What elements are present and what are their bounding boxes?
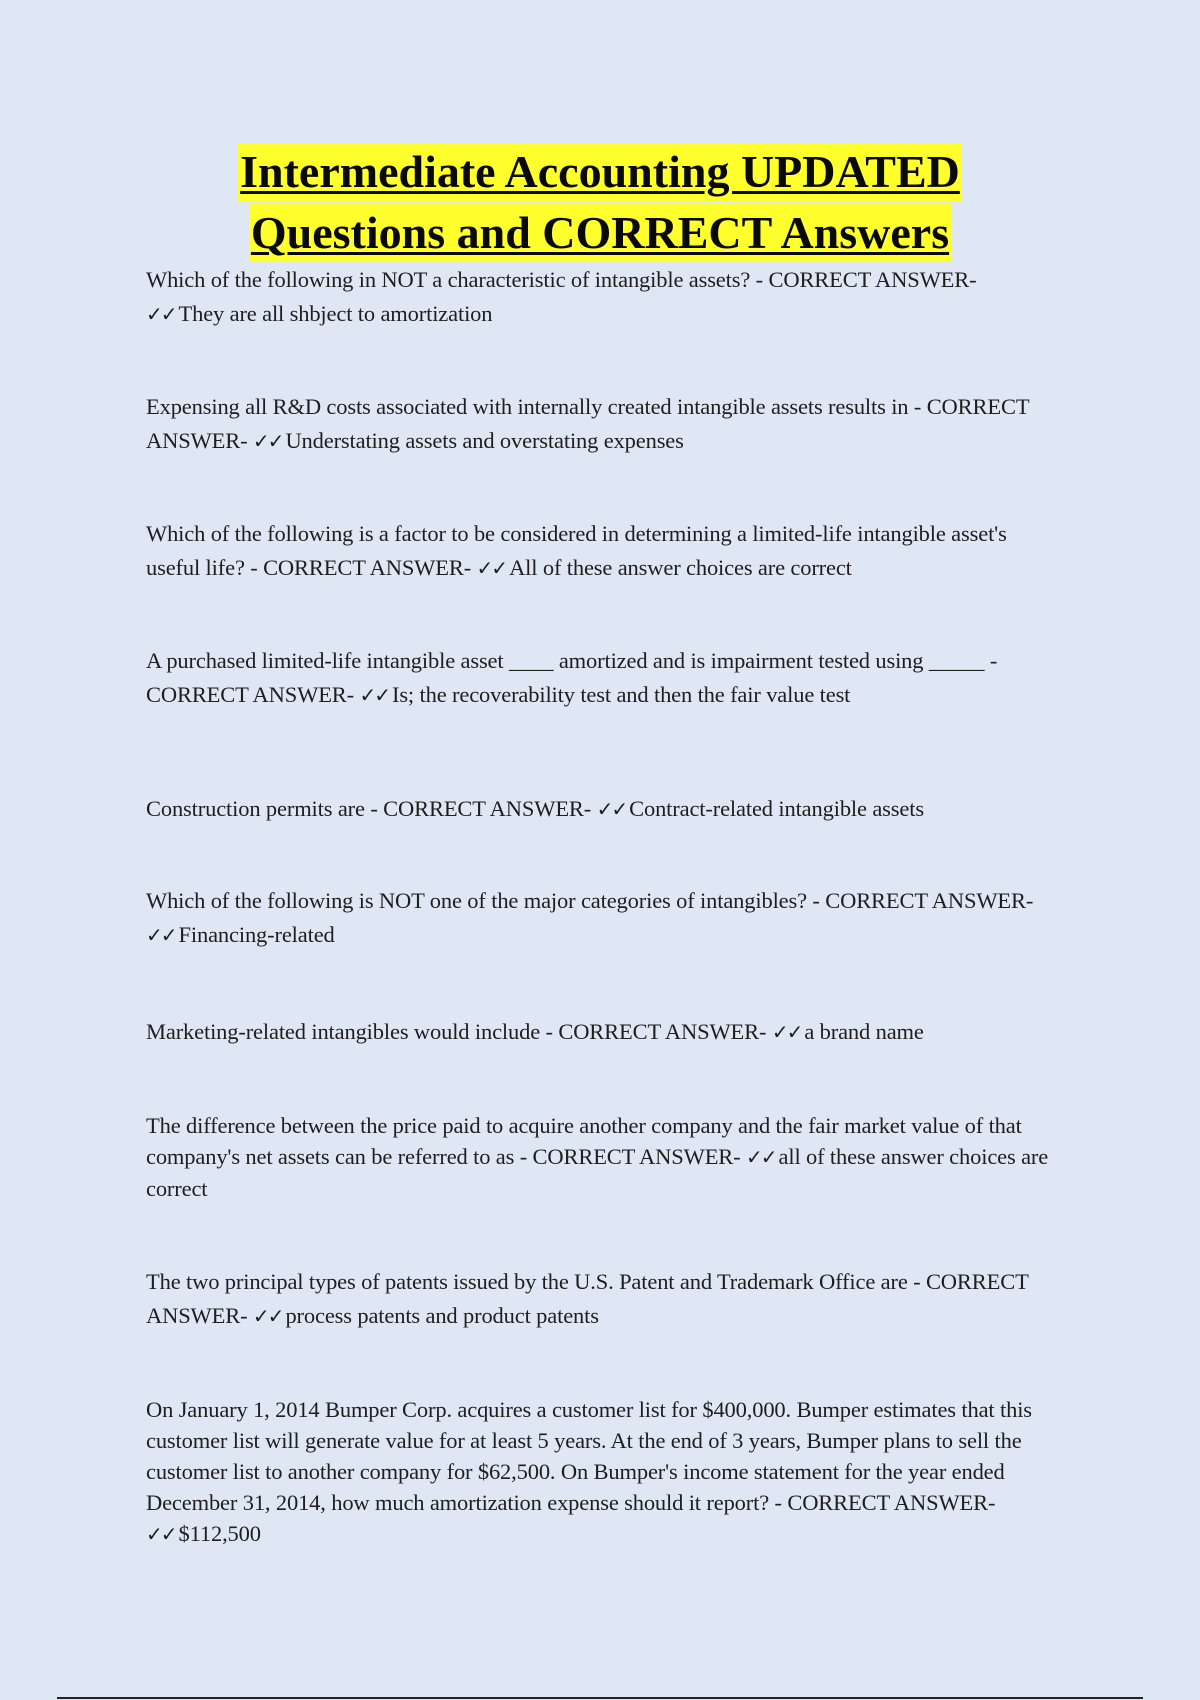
answer-text: Understating assets and overstating expenses <box>285 428 684 453</box>
qa-item <box>146 1110 1051 1204</box>
question-text: Construction permits are - CORRECT ANSWER- <box>146 796 597 821</box>
question-text: The two principal types of patents issued by the U.S. Patent and Trademark Office are - CORRECT ANSWER- <box>146 1269 1029 1328</box>
check-mark-icon: ✓✓ <box>596 797 627 821</box>
answer-text: $112,500 <box>178 1521 261 1546</box>
question-text: The difference between the price paid to acquire another company and the fair market value of that company's net assets can be referred to as - CORRECT ANSWER- <box>146 1113 1022 1169</box>
check-mark-icon: ✓✓ <box>252 1304 283 1328</box>
answer-text: all of these answer choices are correct <box>146 1144 1049 1201</box>
qa-item <box>146 1265 1051 1333</box>
check-mark-icon: ✓✓ <box>359 683 389 707</box>
check-mark-icon: ✓✓ <box>771 1020 802 1044</box>
check-mark-icon: ✓✓ <box>146 302 176 326</box>
qa-item <box>146 517 1051 585</box>
check-mark-icon: ✓✓ <box>476 556 507 580</box>
title-line-2: Questions and CORRECT Answers <box>249 204 951 262</box>
question-text: A purchased limited-life intangible asset ____ amortized and is impairment tested using _____ - CORRECT ANSWER- <box>146 648 998 707</box>
check-mark-icon: ✓✓ <box>146 923 176 947</box>
qa-item <box>146 1394 1051 1550</box>
question-text: Marketing-related intangibles would include - CORRECT ANSWER- <box>146 1019 772 1044</box>
qa-item <box>146 792 1051 826</box>
answer-text: They are all shbject to amortization <box>178 301 493 326</box>
qa-item <box>146 644 1051 712</box>
answer-text: Financing-related <box>178 922 335 947</box>
document-title <box>0 143 1200 265</box>
question-text: Expensing all R&D costs associated with internally created intangible assets results in - CORRECT ANSWER- <box>146 394 1030 453</box>
answer-text: process patents and product patents <box>285 1303 599 1328</box>
question-text: On January 1, 2014 Bumper Corp. acquires a customer list for $400,000. Bumper estimates that this customer list will generate value for at least 5 years. At the end of 3 years, Bumper plans to sell the customer list to another company for $62,500. On Bumper's income statement for the year ended December 31, 2014, how much amortization expense should it report? - CORRECT ANSWER- <box>146 1397 1032 1515</box>
answer-text: Is; the recoverability test and then the fair value test <box>391 682 851 707</box>
qa-item <box>146 263 1051 331</box>
question-text: Which of the following is a factor to be considered in determining a limited-life intangible asset's useful life? - CORRECT ANSWER- <box>146 521 1007 580</box>
check-mark-icon: ✓✓ <box>146 1522 176 1546</box>
answer-text: a brand name <box>804 1019 924 1044</box>
check-mark-icon: ✓✓ <box>252 429 283 453</box>
qa-item <box>146 390 1051 458</box>
question-text: Which of the following is NOT one of the major categories of intangibles? - CORRECT ANSWER- <box>146 888 1034 913</box>
qa-item <box>146 884 1051 952</box>
question-text: Which of the following in NOT a characteristic of intangible assets? - CORRECT ANSWER- <box>146 267 977 292</box>
answer-text: All of these answer choices are correct <box>509 555 852 580</box>
answer-text: Contract-related intangible assets <box>629 796 924 821</box>
footer-divider <box>57 1697 1143 1699</box>
qa-item <box>146 1015 1051 1049</box>
title-line-1: Intermediate Accounting UPDATED <box>238 143 962 201</box>
check-mark-icon: ✓✓ <box>745 1145 776 1169</box>
